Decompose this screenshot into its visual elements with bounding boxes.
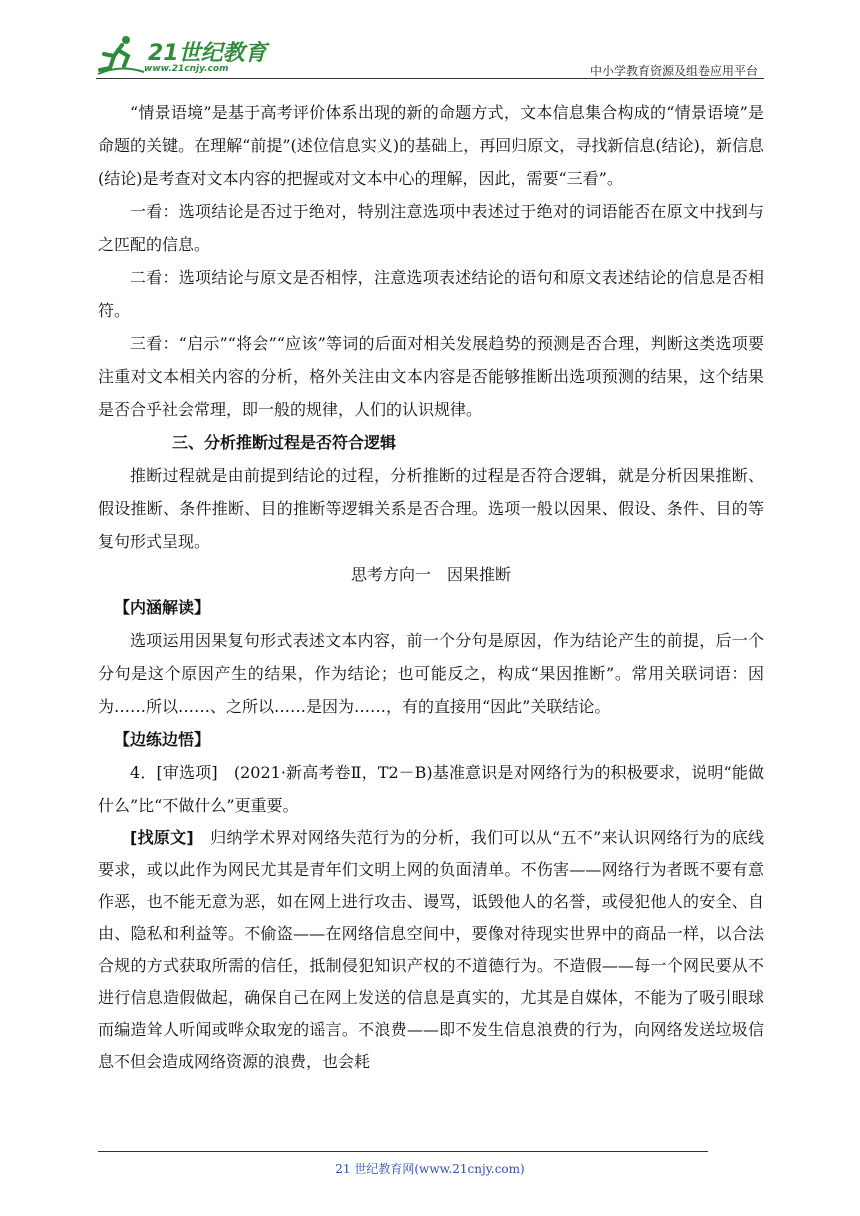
paragraph-inference: 推断过程就是由前提到结论的过程，分析推断的过程是否符合逻辑，就是分析因果推断、假设推断、条件推断、目的推断等逻辑关系是否合理。选项一般以因果、假设、条件、目的等复句形式呈现。: [98, 466, 764, 551]
question-4: [98, 756, 764, 822]
footer-divider: [98, 1151, 708, 1152]
excerpt-label: [找原文]: [130, 828, 194, 847]
page-header: [96, 34, 764, 80]
question-4-text: (2021·新高考卷Ⅱ，T2－B)基准意识是对网络行为的积极要求，说明“能做什么”比“不做什么”更重要。: [98, 763, 764, 815]
document-body: [98, 96, 764, 1078]
question-4-label: 4．[审选项]: [130, 763, 218, 782]
site-logo[interactable]: [96, 34, 296, 78]
page-footer[interactable]: 21 世纪教育网(www.21cnjy.com): [335, 1162, 525, 1176]
paragraph-second-look: 二看：选项结论与原文是否相悖，注意选项表述结论的语句和原文表述结论的信息是否相符。: [98, 268, 764, 320]
runner-icon: [96, 34, 146, 78]
excerpt-text: 归纳学术界对网络失范行为的分析，我们可以从“五不”来认识网络行为的底线要求，或以此作为网民尤其是青年们文明上网的负面清单。不伤害——网络行为者既不要有意作恶，也不能无意为恶，如在网上进行攻击、谩骂，诋毁他人的名誉，或侵犯他人的安全、自由、隐私和利益等。不偷盗——在网络信息空间中，要像对待现实世界中的商品一样，以合法合规的方式获取所需的信任，抵制侵犯知识产权的不道德行为。不造假——每一个网民要从不进行信息造假做起，确保自己在网上发送的信息是真实的，尤其是自媒体，不能为了吸引眼球而编造耸人听闻或哗众取宠的谣言。不浪费——即不发生信息浪费的行为，向网络发送垃圾信息不但会造成网络资源的浪费，也会耗: [98, 828, 764, 1071]
section-heading-3: 三、分析推断过程是否符合逻辑: [172, 433, 397, 452]
paragraph-third-look: 三看：“启示”“将会”“应该”等词的后面对相关发展趋势的预测是否合理，判断这类选项要注重对文本相关内容的分析，格外关注由文本内容是否能够推断出选项预测的结果，这个结果是否合乎社会常理，即一般的规律，人们的认识规律。: [98, 334, 764, 419]
original-text-excerpt: [98, 822, 764, 1078]
logo-url-text: www.21cnjy.com: [144, 64, 229, 74]
logo-main-text: 21世纪教育: [148, 41, 267, 66]
subsection-title: 思考方向一 因果推断: [350, 565, 511, 584]
paragraph-first-look: 一看：选项结论是否过于绝对，特别注意选项中表述过于绝对的词语能否在原文中找到与之匹配的信息。: [98, 202, 764, 254]
label-practice: 【边练边悟】: [114, 730, 211, 749]
label-interpretation: 【内涵解读】: [114, 598, 211, 617]
header-divider: [96, 78, 764, 79]
header-platform-text: 中小学教育资源及组卷应用平台: [589, 64, 758, 78]
paragraph-causal: 选项运用因果复句形式表述文本内容，前一个分句是原因，作为结论产生的前提，后一个分句是这个原因产生的结果，作为结论；也可能反之，构成“果因推断”。常用关联词语：因为……所以……、之所以……是因为……，有的直接用“因此”关联结论。: [98, 631, 764, 716]
paragraph-intro: “情景语境”是基于高考评价体系出现的新的命题方式，文本信息集合构成的“情景语境”是命题的关键。在理解“前提”(述位信息实义)的基础上，再回归原文，寻找新信息(结论)，新信息(结论)是考查对文本内容的把握或对文本中心的理解，因此，需要“三看”。: [98, 103, 764, 188]
